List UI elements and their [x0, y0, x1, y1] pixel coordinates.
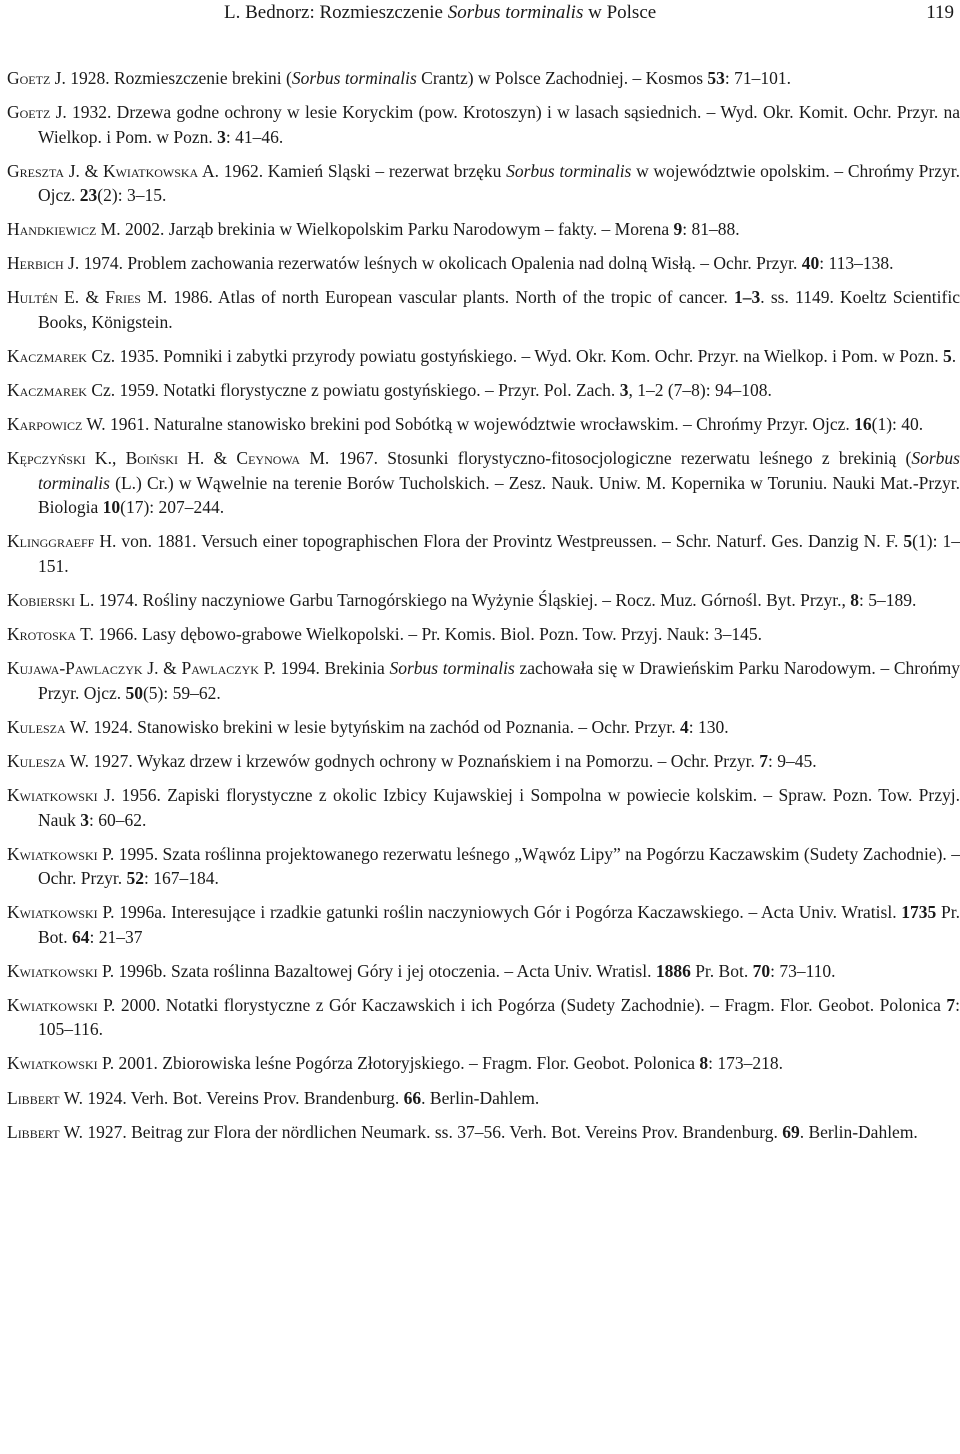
- reference-author: Kujawa-Pawlaczyk: [7, 658, 143, 679]
- reference-text: : 21–37: [89, 926, 143, 947]
- reference-entry: [0, 378, 960, 403]
- reference-text: W. 1924. Verh. Bot. Vereins Prov. Brandenburg.: [59, 1087, 404, 1108]
- reference-author: Kulesza: [7, 750, 66, 771]
- reference-list: [0, 66, 960, 1154]
- reference-entry: [0, 285, 960, 334]
- reference-text: zachowała się w Drawieńskim Parku Narodowym. – Chrońmy Przyr. Ojcz.: [38, 658, 960, 703]
- reference-text: J. 1932. Drzewa godne ochrony w lesie Koryckim (pow. Krotoszyn) i w lasach sąsiednich. – Wyd. Okr. Komit. Ochr. Przyr. na Wielkop. i Pom. w Pozn.: [38, 102, 960, 147]
- reference-author: Goetz: [7, 68, 51, 88]
- reference-text: : 73–110.: [770, 960, 836, 981]
- reference-entry: [0, 749, 960, 774]
- reference-text: K.,: [85, 448, 126, 469]
- reference-text: Crantz) w Polsce Zachodniej. – Kosmos: [416, 68, 708, 88]
- reference-volume: 1886: [655, 960, 691, 981]
- reference-text: . ss. 1149. Koeltz Scientific Books, Königstein.: [38, 287, 960, 332]
- reference-entry: [0, 715, 960, 740]
- reference-text: J. 1956. Zapiski florystyczne z okolic Izbicy Kujawskiej i Sompolna w powiecie kolskim. – Spraw. Pozn. Tow. Przyj. Nauk: [38, 785, 960, 830]
- reference-volume: 7: [759, 750, 769, 771]
- reference-entry: [0, 622, 960, 647]
- reference-text: J. 1974. Problem zachowania rezerwatów leśnych w okolicach Opalenia nad dolną Wisłą. – Ochr. Przyr.: [63, 253, 802, 274]
- reference-author: Kwiatkowski: [7, 994, 98, 1015]
- reference-author: Libbert: [7, 1121, 60, 1142]
- reference-entry: [0, 159, 960, 208]
- reference-text: P. 2000. Notatki florystyczne z Gór Kaczawskich i ich Pogórza (Sudety Zachodnie). – Fragm. Flor. Geobot. Polonica: [97, 994, 947, 1015]
- reference-text: M. 1986. Atlas of north European vascular plants. North of the tropic of cancer.: [140, 287, 735, 308]
- running-header: [0, 0, 960, 26]
- reference-volume: 9: [673, 219, 683, 240]
- reference-entry: [0, 66, 960, 91]
- reference-entry: [0, 993, 960, 1042]
- reference-text: W. 1961. Naturalne stanowisko brekini pod Sobótką w województwie wrocławskim. – Chrońmy Przyr. Ojcz.: [82, 414, 855, 435]
- reference-volume: 3: [217, 126, 226, 147]
- reference-text: , 1–2 (7–8): 94–108.: [628, 380, 772, 401]
- reference-text: P. 1995. Szata roślinna projektowanego rezerwatu leśnego „Wąwóz Lipy” na Pogórzu Kaczawskim (Sudety Zachodnie). – Ochr. Przyr.: [38, 843, 960, 889]
- reference-text: H. von. 1881. Versuch einer topographischen Flora der Provintz Westpreussen. – Schr. Naturf. Ges. Danzig N. F.: [94, 531, 904, 552]
- reference-text: J. &: [64, 160, 103, 181]
- reference-entry: [0, 783, 960, 832]
- reference-volume: 3: [619, 380, 629, 401]
- reference-author: Fries: [105, 287, 141, 308]
- reference-taxon: Sorbus torminalis: [389, 658, 515, 679]
- reference-volume: 64: [72, 926, 90, 947]
- reference-author: Ceynowa: [236, 448, 301, 469]
- reference-text: L. 1974. Rośliny naczyniowe Garbu Tarnogórskiego na Wyżynie Śląskiej. – Rocz. Muz. Górnośl. Byt. Przyr.,: [74, 590, 851, 611]
- reference-text: (1): 40.: [871, 414, 924, 435]
- reference-text: : 71–101.: [724, 68, 792, 88]
- reference-author: Kwiatkowski: [7, 960, 98, 981]
- reference-text: P. 1996b. Szata roślinna Bazaltowej Góry i jej otoczenia. – Acta Univ. Wratisl.: [97, 960, 656, 981]
- reference-entry: [0, 588, 960, 613]
- reference-entry: [0, 344, 960, 369]
- reference-text: J. &: [142, 658, 182, 679]
- reference-volume: 23: [79, 185, 98, 206]
- reference-volume: 5: [943, 346, 952, 367]
- reference-author: Goetz: [7, 102, 51, 123]
- reference-author: Kaczmarek: [7, 346, 87, 367]
- reference-text: : 105–116.: [38, 994, 960, 1040]
- reference-text: : 5–189.: [858, 590, 917, 611]
- reference-author: Krotoska: [7, 624, 77, 645]
- reference-volume: 10: [102, 497, 121, 518]
- reference-text: M. 1967. Stosunki florystyczno-fitosocjologiczne rezerwatu leśnego z brekinią (: [300, 448, 912, 469]
- reference-text: : 167–184.: [143, 868, 219, 889]
- reference-author: Boiński: [125, 448, 178, 469]
- reference-text: : 9–45.: [768, 750, 817, 771]
- reference-volume: 5: [903, 531, 913, 552]
- reference-text: (L.) Cr.) w Wąwelnie na terenie Borów Tucholskich. – Zesz. Nauk. Uniw. M. Kopernika w Toruniu. Nauki Mat.-Przyr. Biologia: [38, 472, 960, 518]
- reference-text: (17): 207–244.: [120, 497, 225, 518]
- reference-text: W. 1924. Stanowisko brekini w lesie bytyńskim na zachód od Poznania. – Ochr. Przyr.: [65, 716, 681, 737]
- reference-text: J. 1928. Rozmieszczenie brekini (: [50, 68, 292, 88]
- page-number: 119: [926, 2, 954, 23]
- reference-author: Karpowicz: [7, 414, 83, 435]
- reference-entry: [0, 1120, 960, 1145]
- reference-entry: [0, 656, 960, 705]
- reference-volume: 40: [801, 253, 820, 274]
- reference-volume: 50: [125, 682, 143, 703]
- reference-text: (5): 59–62.: [142, 682, 221, 703]
- reference-text: W. 1927. Wykaz drzew i krzewów godnych ochrony w Poznańskiem i na Pomorzu. – Ochr. Przyr.: [65, 750, 760, 771]
- reference-text: M. 2002. Jarząb brekinia w Wielkopolskim Parku Narodowym – fakty. – Morena: [96, 219, 674, 240]
- reference-volume: 52: [126, 868, 144, 889]
- running-title-text: L. Bednorz: Rozmieszczenie: [224, 2, 448, 23]
- reference-entry: [0, 251, 960, 276]
- reference-volume: 3: [80, 809, 90, 830]
- reference-volume: 7: [946, 994, 956, 1015]
- reference-text: (2): 3–15.: [97, 185, 167, 206]
- reference-text: .: [951, 346, 957, 367]
- running-title: [224, 0, 656, 26]
- reference-text: : 81–88.: [682, 219, 740, 240]
- reference-text: A. 1962. Kamień Sląski – rezerwat brzęku: [198, 160, 507, 181]
- reference-entry: [0, 900, 960, 949]
- reference-text: w województwie opolskim. – Chrońmy Przyr. Ojcz.: [38, 160, 960, 206]
- reference-text: P. 1994. Brekinia: [258, 658, 390, 679]
- reference-taxon: Sorbus torminalis: [291, 68, 417, 88]
- reference-author: Kwiatkowski: [7, 902, 98, 923]
- reference-volume: 69: [782, 1121, 800, 1142]
- reference-author: Hultén: [7, 287, 58, 308]
- reference-text: P. 1996a. Interesujące i rzadkie gatunki roślin naczyniowych Gór i Pogórza Kaczawskiego. – Acta Univ. Wratisl.: [97, 902, 902, 923]
- reference-entry: [0, 412, 960, 437]
- reference-entry: [0, 1086, 960, 1111]
- reference-author: Handkiewicz: [7, 219, 97, 240]
- reference-text: H. &: [177, 448, 237, 469]
- reference-text: : 60–62.: [89, 809, 147, 830]
- reference-text: : 113–138.: [819, 253, 894, 274]
- reference-text: E. &: [57, 287, 106, 308]
- reference-author: Kwiatkowska: [102, 160, 199, 181]
- reference-text: Pr. Bot.: [38, 902, 960, 947]
- reference-volume: 4: [680, 716, 689, 737]
- reference-author: Kwiatkowski: [7, 785, 98, 805]
- running-title-suffix: w Polsce: [583, 2, 657, 23]
- reference-entry: [0, 529, 960, 578]
- reference-volume: 66: [403, 1087, 422, 1108]
- reference-text: (1): 1–151.: [38, 531, 960, 576]
- reference-author: Herbich: [7, 253, 64, 274]
- reference-author: Kulesza: [7, 716, 66, 737]
- reference-entry: [0, 217, 960, 242]
- reference-text: . Berlin-Dahlem.: [421, 1087, 540, 1108]
- reference-text: Cz. 1959. Notatki florystyczne z powiatu gostyńskiego. – Przyr. Pol. Zach.: [86, 380, 620, 401]
- reference-entry: [0, 959, 960, 984]
- reference-author: Kobierski: [7, 590, 75, 611]
- reference-volume: 70: [752, 960, 771, 981]
- reference-volume: 8: [699, 1053, 709, 1074]
- reference-taxon: Sorbus torminalis: [506, 160, 632, 181]
- reference-text: W. 1927. Beitrag zur Flora der nördlichen Neumark. ss. 37–56. Verh. Bot. Vereins Prov. Brandenburg.: [59, 1121, 783, 1142]
- reference-author: Libbert: [7, 1087, 60, 1108]
- reference-volume: 16: [854, 414, 872, 435]
- reference-entry: [0, 446, 960, 520]
- reference-author: Kępczyński: [7, 448, 86, 469]
- reference-volume: 8: [850, 590, 859, 611]
- reference-author: Greszta: [7, 160, 65, 181]
- reference-text: Pr. Bot.: [690, 960, 753, 981]
- reference-text: : 41–46.: [225, 126, 284, 147]
- reference-author: Kaczmarek: [7, 380, 87, 401]
- reference-entry: [0, 842, 960, 891]
- reference-text: : 130.: [688, 716, 729, 737]
- reference-author: Kwiatkowski: [7, 843, 98, 864]
- reference-author: Pawlaczyk: [181, 658, 259, 679]
- reference-volume: 1–3: [734, 287, 761, 308]
- reference-taxon: Sorbus torminalis: [38, 448, 960, 493]
- reference-entry: [0, 1051, 960, 1076]
- reference-text: . Berlin-Dahlem.: [799, 1121, 918, 1142]
- reference-text: T. 1966. Lasy dębowo-grabowe Wielkopolski. – Pr. Komis. Biol. Pozn. Tow. Przyj. Nauk: 3–145.: [76, 624, 762, 645]
- reference-text: P. 2001. Zbiorowiska leśne Pogórza Złotoryjskiego. – Fragm. Flor. Geobot. Polonica: [97, 1053, 700, 1074]
- reference-volume: 1735: [901, 902, 937, 923]
- reference-text: : 173–218.: [708, 1053, 784, 1074]
- reference-text: Cz. 1935. Pomniki i zabytki przyrody powiatu gostyńskiego. – Wyd. Okr. Kom. Ochr. Przyr. na Wielkop. i Pom. w Pozn.: [86, 346, 943, 367]
- reference-author: Klinggraeff: [7, 531, 95, 552]
- running-title-species: Sorbus torminalis: [447, 2, 584, 23]
- reference-author: Kwiatkowski: [7, 1053, 98, 1074]
- reference-entry: [0, 100, 960, 149]
- reference-volume: 53: [707, 68, 725, 88]
